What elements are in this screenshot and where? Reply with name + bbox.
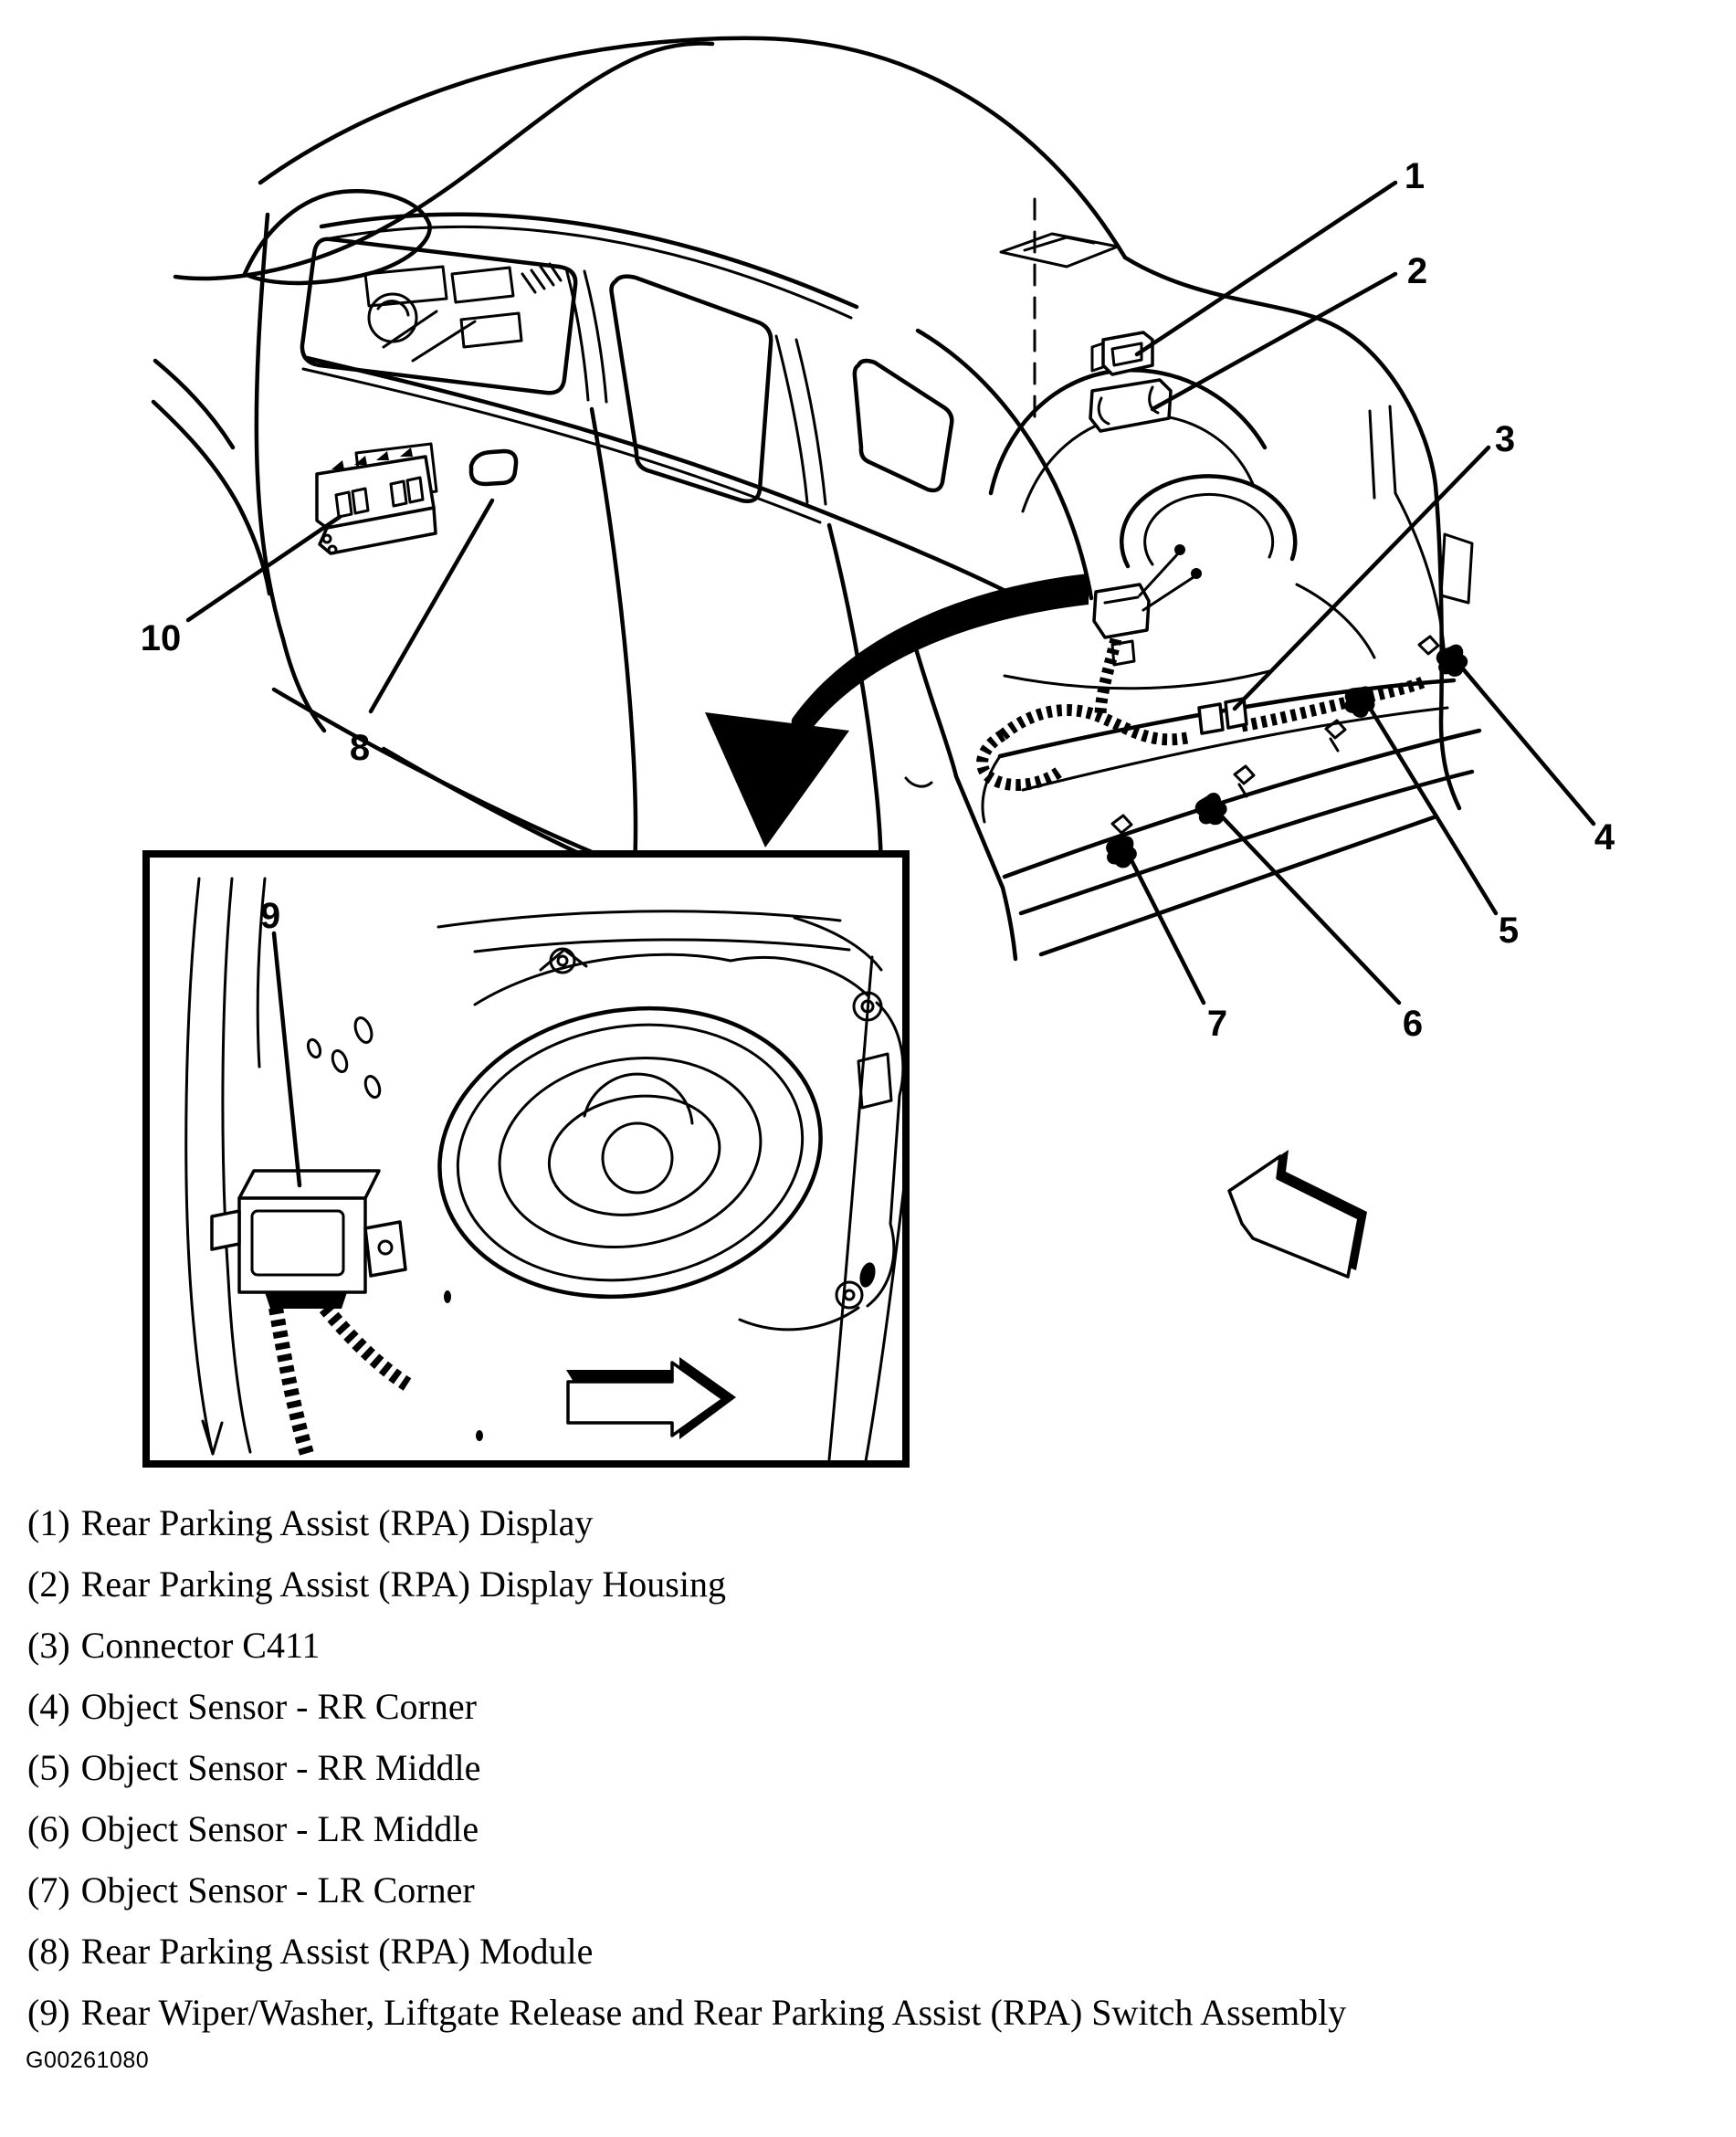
legend-item-7 [27, 1859, 1346, 1921]
legend-num: (4) [27, 1686, 70, 1727]
legend-item-8 [27, 1921, 1346, 1982]
legend-num: (1) [27, 1502, 70, 1543]
legend [27, 1492, 1346, 2043]
callout-3: 3 [1494, 419, 1516, 459]
callout-9: 9 [259, 896, 281, 936]
legend-item-1 [27, 1492, 1346, 1553]
callout-1: 1 [1404, 156, 1426, 196]
legend-num: (8) [27, 1931, 70, 1972]
legend-num: (9) [27, 1992, 70, 2033]
legend-text: Rear Parking Assist (RPA) Display Housing [80, 1563, 726, 1605]
legend-text: Rear Parking Assist (RPA) Display [80, 1502, 594, 1543]
sensor-lr-middle [1193, 791, 1229, 828]
callout-10: 10 [140, 618, 182, 658]
callout-2: 2 [1406, 251, 1428, 291]
legend-item-6 [27, 1798, 1346, 1859]
rpa-display [1092, 332, 1152, 374]
legend-num: (6) [27, 1808, 70, 1849]
door-handle [471, 451, 516, 484]
callout-8: 8 [349, 728, 371, 768]
view-direction-left-arrow-icon [1229, 1150, 1367, 1277]
callout-5: 5 [1498, 911, 1520, 951]
legend-num: (5) [27, 1747, 70, 1788]
legend-text: Connector C411 [80, 1625, 321, 1666]
legend-text: Rear Parking Assist (RPA) Module [80, 1931, 594, 1972]
legend-item-2 [27, 1553, 1346, 1615]
cargo-interior [991, 370, 1472, 688]
legend-item-9 [27, 1982, 1346, 2043]
legend-item-5 [27, 1737, 1346, 1798]
legend-text: Object Sensor - LR Corner [80, 1869, 475, 1911]
legend-text: Object Sensor - RR Middle [80, 1747, 481, 1788]
rpa-display-assembly [1001, 199, 1171, 431]
legend-num: (3) [27, 1625, 70, 1666]
callout-4: 4 [1594, 817, 1615, 858]
inset-detail-box [146, 854, 906, 1464]
curved-arrow-icon [705, 574, 1089, 847]
rpa-switch-assembly [317, 444, 516, 553]
callout-7: 7 [1206, 1004, 1228, 1044]
dashboard-through-window [365, 264, 561, 361]
callout-6: 6 [1402, 1004, 1424, 1044]
legend-num: (7) [27, 1869, 70, 1911]
legend-text: Rear Wiper/Washer, Liftgate Release and Rear Parking Assist (RPA) Switch Assembly [80, 1992, 1347, 2033]
figure-code: G00261080 [26, 2048, 150, 2073]
rpa-module-rear [1094, 544, 1202, 665]
legend-text: Object Sensor - LR Middle [80, 1808, 479, 1849]
legend-item-4 [27, 1676, 1346, 1737]
legend-text: Object Sensor - RR Corner [80, 1686, 477, 1727]
legend-item-3 [27, 1615, 1346, 1676]
legend-num: (2) [27, 1563, 70, 1605]
